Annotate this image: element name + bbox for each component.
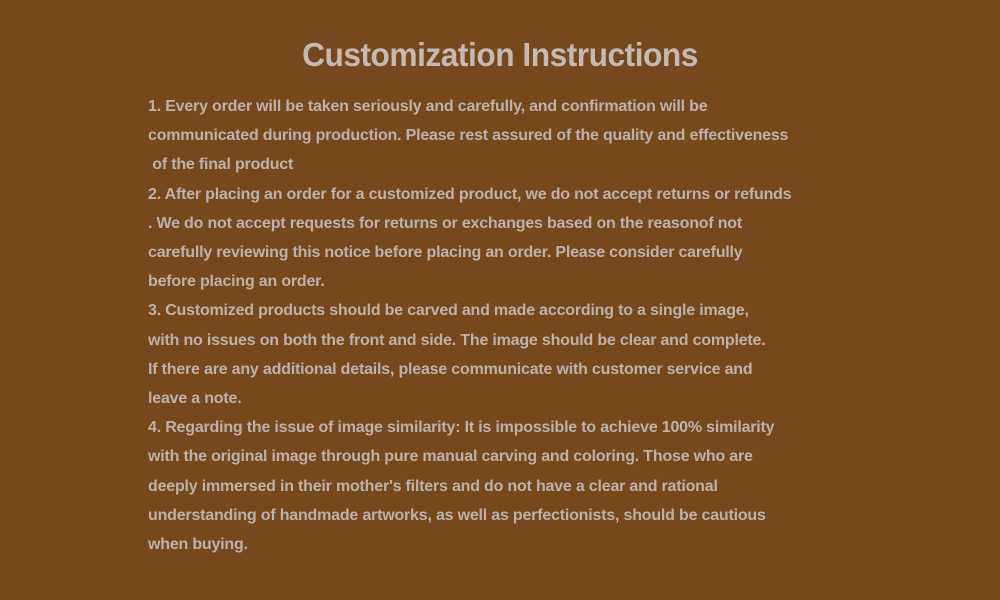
instruction-line: leave a note. [148, 390, 242, 408]
instruction-line: when buying. [148, 536, 248, 554]
instruction-line: communicated during production. Please rest assured of the quality and effectiveness [148, 127, 789, 145]
instruction-line: before placing an order. [148, 273, 325, 291]
instruction-line: 2. After placing an order for a customized product, we do not accept returns or refunds [148, 185, 792, 203]
instruction-line: 4. Regarding the issue of image similarity: It is impossible to achieve 100% similarity [148, 419, 775, 437]
instruction-line: understanding of handmade artworks, as well as perfectionists, should be cautious [148, 506, 766, 524]
instruction-line: 3. Customized products should be carved and made according to a single image, [148, 302, 749, 320]
instruction-line: with no issues on both the front and side. The image should be clear and complete. [148, 331, 766, 349]
page-title: Customization Instructions [302, 36, 698, 73]
instruction-line: carefully reviewing this notice before placing an order. Please consider carefully [148, 244, 743, 262]
instruction-line: 1. Every order will be taken seriously and carefully, and confirmation will be [148, 98, 708, 115]
instruction-line: deeply immersed in their mother's filters and do not have a clear and rational [148, 477, 718, 495]
instruction-line: . We do not accept requests for returns or exchanges based on the reasonof not [148, 214, 743, 232]
instruction-line: of the final product [148, 156, 294, 174]
instruction-line: If there are any additional details, please communicate with customer service and [148, 360, 753, 378]
instructions-text-block [148, 92, 918, 559]
instruction-line: with the original image through pure manual carving and coloring. Those who are [148, 448, 753, 466]
